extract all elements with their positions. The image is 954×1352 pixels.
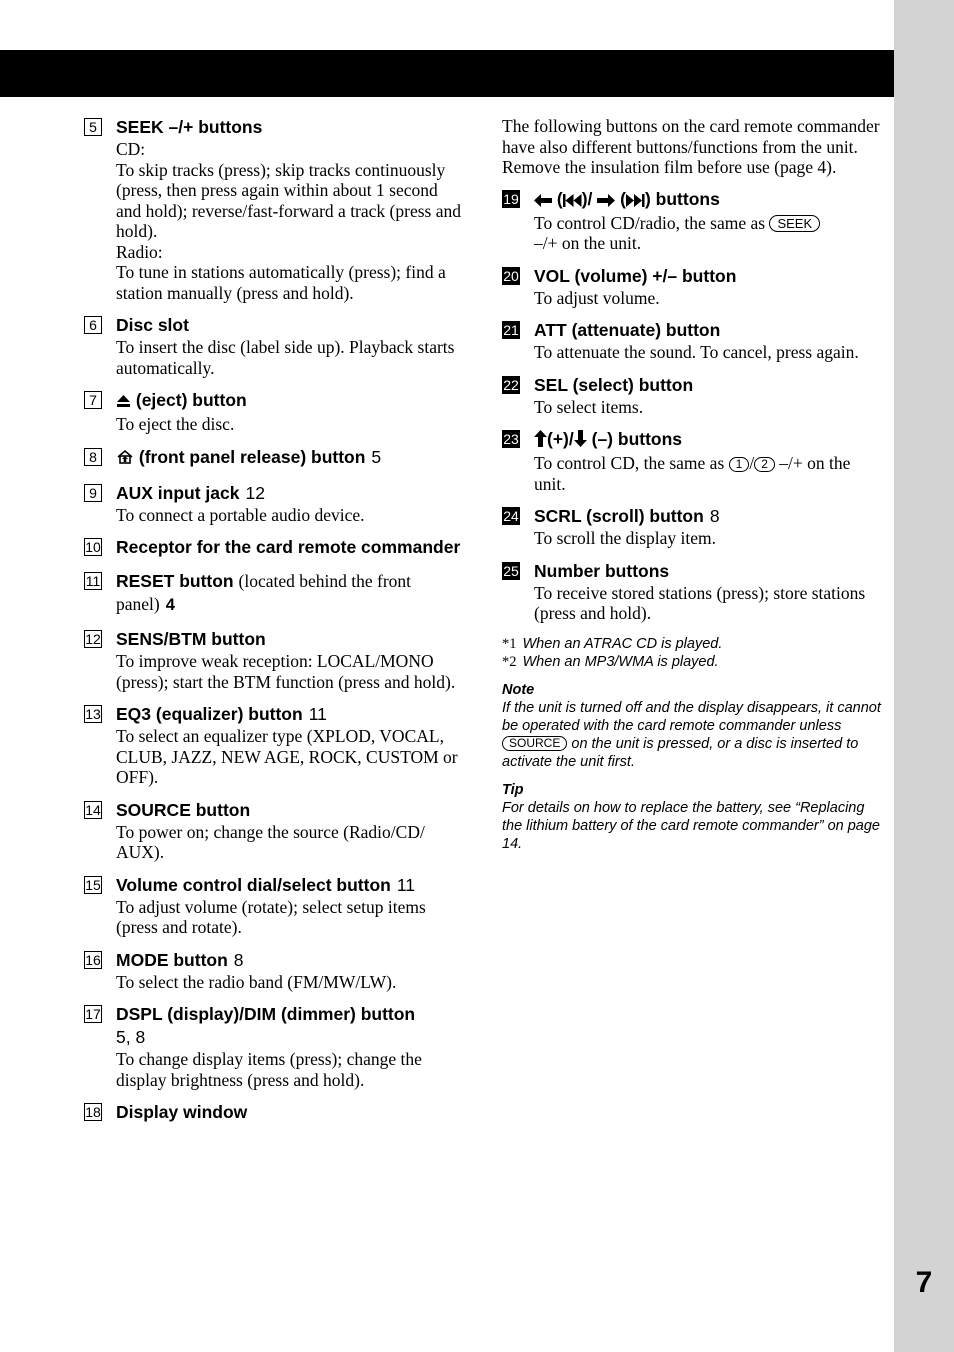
item-title-part: (+)/ — [547, 429, 574, 449]
item-eject — [84, 389, 464, 435]
item-title: (front panel release) button — [138, 446, 366, 467]
item-display-window — [84, 1101, 464, 1124]
item-number: 10 — [85, 539, 101, 555]
item-description: To receive stored stations (press); store stations (press and hold). — [534, 582, 866, 623]
item-description-part: –/+ on the unit. — [534, 453, 851, 494]
item-number: 21 — [503, 322, 519, 338]
item-title: Number buttons — [534, 560, 670, 581]
item-description: To attenuate the sound. To cancel, press again. — [534, 342, 859, 362]
item-eq3 — [84, 703, 464, 788]
item-line: CD: — [116, 139, 146, 159]
tip-body: For details on how to replace the battery, see “Replacing the lithium battery of the card remote commander” on page 14. — [502, 799, 880, 852]
item-description: To select the radio band (FM/MW/LW). — [116, 971, 397, 992]
footnote — [502, 635, 884, 653]
page-reference: 8 — [709, 506, 720, 526]
item-number: 15 — [85, 876, 101, 893]
item-title: SEEK –/+ buttons — [116, 117, 263, 137]
page-reference: 11 — [308, 704, 327, 724]
item-description — [534, 213, 884, 254]
item-dspl-dim — [84, 1003, 464, 1090]
item-aux-input — [84, 482, 464, 526]
page-reference: 12 — [245, 482, 265, 503]
item-number: 6 — [84, 316, 102, 334]
item-description: To eject the disc. — [116, 414, 235, 434]
item-vol — [502, 265, 884, 309]
side-tab — [894, 0, 954, 1352]
item-description: To power on; change the source (Radio/CD/ AUX). — [116, 821, 425, 862]
item-up-down-buttons — [502, 428, 884, 494]
item-number: 17 — [85, 1006, 101, 1022]
item-prev-next-buttons — [502, 188, 884, 254]
item-description: To adjust volume. — [534, 287, 660, 308]
item-title: AUX input jack — [116, 482, 240, 503]
right-column — [502, 116, 884, 853]
item-description: To insert the disc (label side up). Playback starts automatically. — [116, 337, 455, 378]
item-title-row — [116, 874, 464, 897]
item-number: 23 — [503, 431, 519, 447]
item-title: SCRL (scroll) button — [534, 506, 704, 526]
arrow-right-icon — [597, 190, 615, 213]
item-title-row — [116, 482, 464, 505]
item-volume-dial — [84, 874, 464, 938]
intro-paragraph: The following buttons on the card remote commander have also different buttons/functions from the unit. Remove the insulation film before use (page 4). — [502, 116, 880, 177]
page-reference: 4 — [165, 596, 175, 614]
page-reference: 11 — [396, 874, 416, 895]
item-title-row — [116, 570, 464, 617]
page-reference: 5, 8 — [116, 1027, 146, 1047]
item-number: 24 — [503, 508, 519, 524]
item-number: 12 — [85, 631, 101, 647]
item-scrl — [502, 505, 884, 549]
item-title-part: ) buttons — [644, 188, 720, 209]
item-number: 25 — [503, 562, 519, 579]
item-description: To improve weak reception: LOCAL/MONO (press); start the BTM function (press and hold). — [116, 651, 456, 692]
next-track-icon — [626, 190, 645, 213]
item-title-row — [116, 703, 464, 726]
item-title-part: ( — [620, 188, 626, 209]
item-reset — [84, 570, 464, 617]
item-title: SOURCE button — [116, 799, 251, 820]
item-title-row — [116, 446, 464, 471]
item-title-row — [116, 389, 464, 414]
item-number: 14 — [85, 801, 101, 818]
footnote-text: When an ATRAC CD is played. — [522, 635, 723, 652]
item-title-row — [534, 428, 884, 453]
page-number: 7 — [915, 1266, 933, 1299]
item-description: To connect a portable audio device. — [116, 504, 365, 525]
item-description-part: To control CD/radio, the same as — [534, 212, 766, 233]
seek-key-label: SEEK — [769, 215, 820, 232]
item-seek — [84, 116, 464, 303]
item-number: 8 — [84, 448, 102, 466]
previous-track-icon — [563, 190, 582, 213]
arrow-down-icon — [574, 430, 587, 453]
slash-separator: / — [749, 453, 755, 473]
item-number: 7 — [84, 391, 102, 409]
item-number: 19 — [503, 190, 519, 207]
item-description-part: To control CD, the same as — [534, 453, 725, 473]
item-description — [534, 453, 884, 494]
left-column — [84, 116, 464, 1135]
item-receptor — [84, 536, 464, 559]
item-source — [84, 799, 464, 863]
note-heading: Note — [502, 681, 535, 698]
item-number: 9 — [84, 484, 102, 502]
item-title: Receptor for the card remote commander — [116, 537, 461, 557]
footnote — [502, 653, 884, 671]
item-title: EQ3 (equalizer) button — [116, 704, 303, 724]
item-sel — [502, 374, 884, 418]
item-title: Display window — [116, 1102, 248, 1122]
item-description: To adjust volume (rotate); select setup items (press and rotate). — [116, 896, 426, 937]
item-description: To change display items (press); change the display brightness (press and hold). — [116, 1049, 422, 1090]
item-title: DSPL (display)/DIM (dimmer) button — [116, 1004, 416, 1024]
key-2-label: 2 — [754, 457, 775, 472]
item-title: MODE button — [116, 949, 228, 970]
item-disc-slot — [84, 314, 464, 378]
note-text-part: on the unit is pressed, or a disc is inserted to activate the unit first. — [502, 735, 859, 770]
item-sens-btm — [84, 628, 464, 692]
item-number: 20 — [503, 267, 519, 284]
item-title-part: (–) buttons — [591, 429, 683, 449]
footnote-text: When an MP3/WMA is played. — [522, 653, 719, 670]
arrow-left-icon — [534, 190, 552, 213]
item-number: 16 — [85, 951, 101, 968]
header-bar — [0, 50, 894, 97]
item-inline-note: (located behind the front panel) — [116, 571, 412, 614]
item-title-part: )/ — [581, 188, 593, 209]
page-reference: 8 — [233, 949, 244, 970]
item-title-row — [534, 188, 884, 213]
item-line: To skip tracks (press); skip tracks continuously (press, then press again within about 1 second and hold); reverse/fast-forward a track (press and hold). — [116, 159, 461, 241]
item-number: 18 — [85, 1104, 101, 1120]
item-number: 5 — [84, 118, 102, 136]
tip-heading: Tip — [502, 781, 524, 798]
item-title-part: ( — [556, 188, 563, 209]
item-description-part: –/+ on the unit. — [534, 233, 642, 253]
item-description: To select an equalizer type (XPLOD, VOCAL, CLUB, JAZZ, NEW AGE, ROCK, CUSTOM or OFF). — [116, 726, 458, 787]
item-line: To tune in stations automatically (press); find a station manually (press and hold). — [116, 262, 446, 303]
item-title: SEL (select) button — [534, 374, 694, 395]
item-description: To scroll the display item. — [534, 528, 717, 548]
item-mode — [84, 949, 464, 993]
item-att — [502, 319, 884, 363]
note-body — [502, 699, 884, 771]
eject-icon — [116, 391, 131, 414]
item-number-buttons — [502, 560, 884, 624]
item-title-row — [116, 949, 464, 972]
item-number: 13 — [85, 706, 101, 722]
item-line: Radio: — [116, 241, 163, 262]
item-description: To select items. — [534, 396, 644, 417]
arrow-up-icon — [534, 430, 547, 453]
source-key-label: SOURCE — [502, 736, 567, 751]
footnote-mark: *2 — [502, 653, 517, 670]
item-title: Disc slot — [116, 315, 189, 335]
item-number: 11 — [85, 573, 101, 589]
item-front-panel-release — [84, 446, 464, 471]
item-title: VOL (volume) +/– button — [534, 265, 737, 286]
key-1-label: 1 — [729, 457, 750, 472]
note-text-part: If the unit is turned off and the display disappears, it cannot be operated with the card remote commander unless — [502, 699, 881, 734]
item-number: 22 — [503, 376, 519, 393]
item-title: RESET button — [116, 571, 234, 591]
item-title-row — [534, 505, 884, 528]
front-panel-release-icon — [116, 448, 134, 471]
page-reference: 5 — [371, 446, 382, 467]
footnote-mark: *1 — [502, 635, 517, 652]
item-title: Volume control dial/select button — [116, 874, 391, 895]
item-title: SENS/BTM button — [116, 629, 266, 649]
item-title: (eject) button — [135, 390, 247, 410]
item-title: ATT (attenuate) button — [534, 320, 721, 340]
